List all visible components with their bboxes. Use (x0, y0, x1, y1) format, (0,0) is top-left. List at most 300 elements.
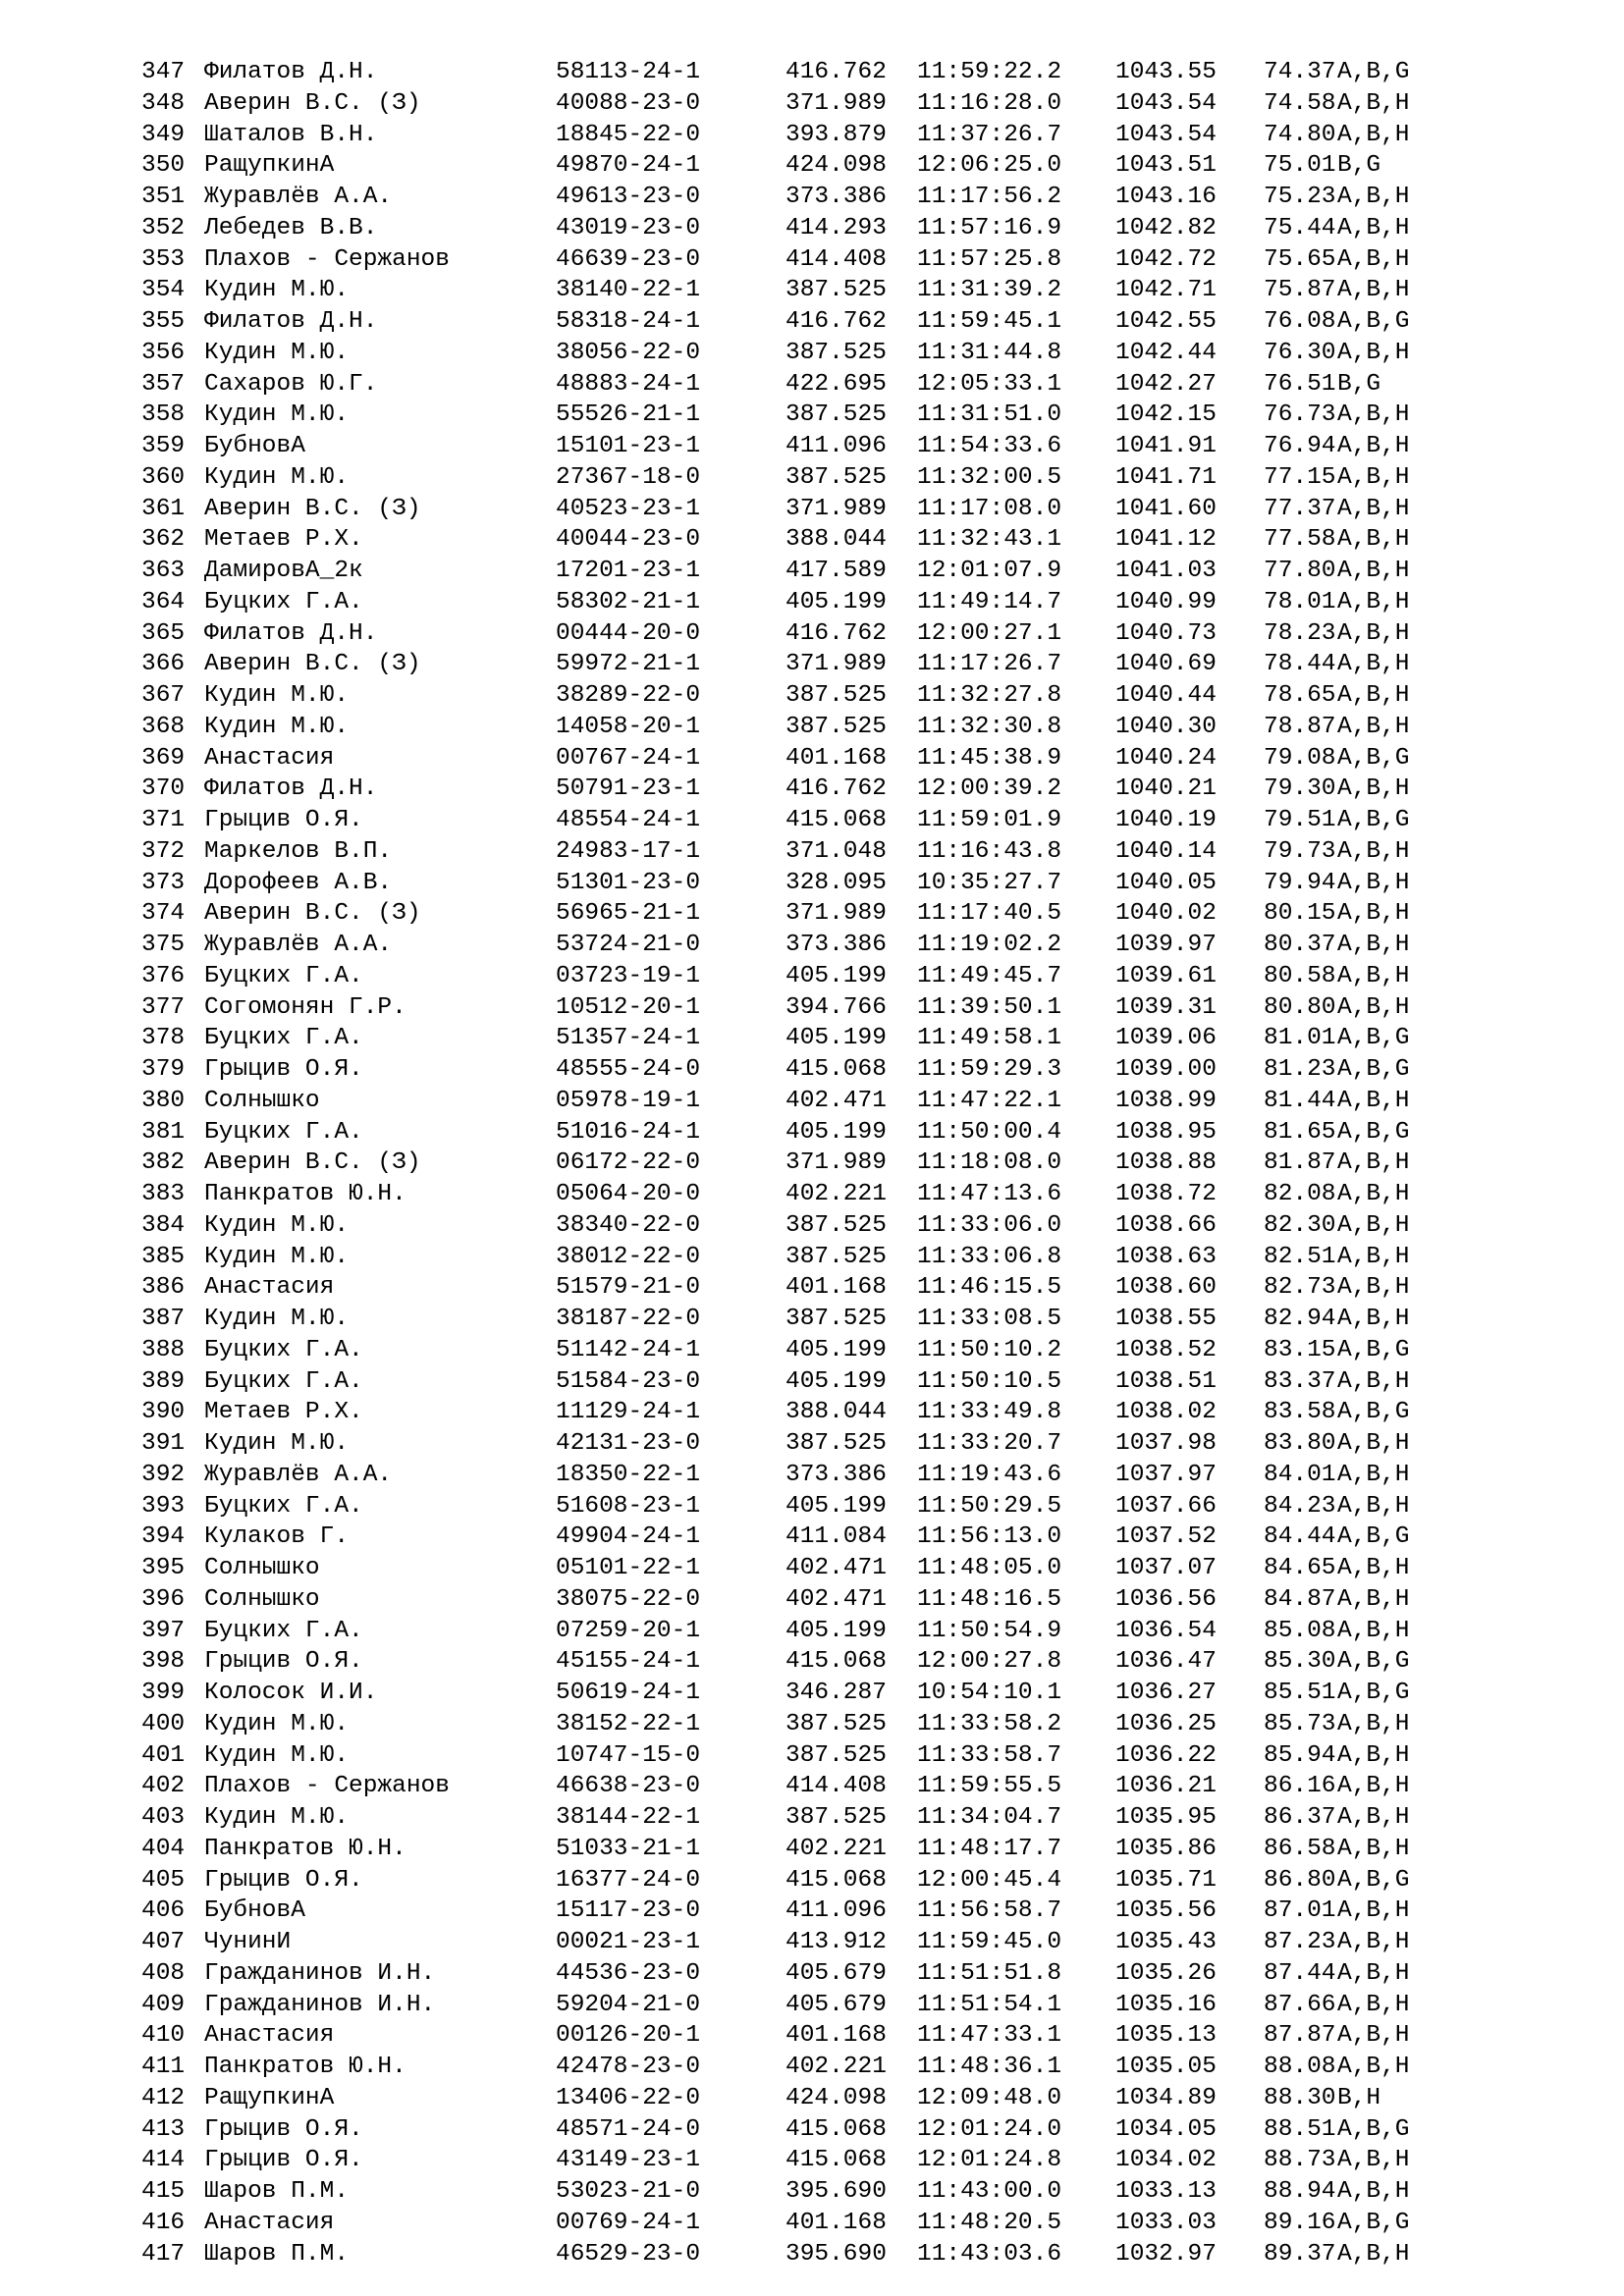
place-number: 387 (141, 1306, 186, 1332)
arrival-time: 11:31:39.2 (917, 277, 1062, 304)
arrival-time: 11:43:03.6 (917, 2240, 1062, 2268)
coefficient: 79.30 (1264, 775, 1336, 803)
distance: 405.199 (785, 962, 887, 989)
place-number: 406 (141, 1897, 186, 1925)
coefficient: 77.58 (1264, 526, 1336, 554)
distance: 387.525 (785, 463, 887, 491)
place-number: 389 (141, 1367, 186, 1395)
distance: 405.679 (785, 1959, 887, 1987)
speed: 1043.16 (1115, 184, 1217, 210)
category-flags: A,B,G (1337, 2115, 1410, 2143)
distance: 402.221 (785, 2054, 887, 2080)
speed: 1035.86 (1115, 1835, 1217, 1862)
category-flags: A,B,H (1337, 2178, 1410, 2205)
participant-name: Колосок И.И. (204, 1680, 378, 1706)
coefficient: 89.16 (1264, 2209, 1336, 2236)
participant-name: Грыцив О.Я. (204, 1648, 363, 1676)
place-number: 411 (141, 2054, 186, 2080)
arrival-time: 11:32:27.8 (917, 682, 1062, 709)
ring-number: 07259-20-1 (556, 1617, 701, 1644)
coefficient: 79.51 (1264, 807, 1336, 833)
arrival-time: 11:31:51.0 (917, 401, 1062, 429)
participant-name: Филатов Д.Н. (204, 619, 378, 647)
speed: 1042.15 (1115, 401, 1217, 429)
distance: 416.762 (785, 308, 887, 335)
place-number: 384 (141, 1211, 186, 1239)
participant-name: Гражданинов И.Н. (204, 1991, 436, 2018)
arrival-time: 11:17:40.5 (917, 900, 1062, 928)
participant-name: Кудин М.Ю. (204, 713, 350, 740)
arrival-time: 11:33:08.5 (917, 1306, 1062, 1332)
coefficient: 75.23 (1264, 184, 1336, 210)
place-number: 357 (141, 370, 186, 398)
speed: 1038.60 (1115, 1274, 1217, 1302)
category-flags: A,B,G (1337, 1399, 1410, 1426)
place-number: 352 (141, 214, 186, 241)
arrival-time: 11:48:17.7 (917, 1835, 1062, 1862)
place-number: 379 (141, 1056, 186, 1083)
ring-number: 00769-24-1 (556, 2209, 701, 2236)
distance: 401.168 (785, 2209, 887, 2236)
place-number: 367 (141, 682, 186, 709)
ring-number: 51579-21-0 (556, 1274, 701, 1302)
speed: 1035.16 (1115, 1991, 1217, 2018)
distance: 415.068 (785, 807, 887, 833)
participant-name: Солнышко (204, 1087, 320, 1114)
participant-name: Кудин М.Ю. (204, 339, 350, 366)
participant-name: Аверин В.С. (З) (204, 495, 421, 522)
arrival-time: 11:59:45.0 (917, 1929, 1062, 1955)
place-number: 400 (141, 1710, 186, 1737)
distance: 414.293 (785, 214, 887, 241)
speed: 1038.02 (1115, 1399, 1217, 1426)
category-flags: A,B,H (1337, 713, 1410, 740)
coefficient: 74.80 (1264, 121, 1336, 148)
arrival-time: 11:46:15.5 (917, 1274, 1062, 1302)
category-flags: B,H (1337, 2084, 1381, 2111)
place-number: 374 (141, 900, 186, 928)
ring-number: 40523-23-1 (556, 495, 701, 522)
coefficient: 79.73 (1264, 837, 1336, 865)
speed: 1040.24 (1115, 744, 1217, 772)
distance: 402.471 (785, 1555, 887, 1581)
distance: 411.084 (785, 1523, 887, 1551)
distance: 387.525 (785, 1741, 887, 1769)
ring-number: 48554-24-1 (556, 807, 701, 833)
category-flags: A,B,H (1337, 1710, 1410, 1737)
participant-name: Кудин М.Ю. (204, 1804, 350, 1831)
ring-number: 51301-23-0 (556, 869, 701, 896)
coefficient: 85.30 (1264, 1648, 1336, 1676)
participant-name: Буцких Г.А. (204, 1118, 363, 1146)
place-number: 403 (141, 1804, 186, 1831)
speed: 1039.06 (1115, 1025, 1217, 1052)
category-flags: A,B,H (1337, 1149, 1410, 1177)
participant-name: Сахаров Ю.Г. (204, 370, 378, 398)
distance: 401.168 (785, 2022, 887, 2050)
speed: 1037.07 (1115, 1555, 1217, 1581)
distance: 401.168 (785, 744, 887, 772)
place-number: 377 (141, 993, 186, 1021)
participant-name: БубновА (204, 1897, 305, 1925)
place-number: 373 (141, 869, 186, 896)
participant-name: Филатов Д.Н. (204, 59, 378, 85)
category-flags: A,B,G (1337, 1118, 1410, 1146)
ring-number: 50791-23-1 (556, 775, 701, 803)
place-number: 362 (141, 526, 186, 554)
distance: 387.525 (785, 1211, 887, 1239)
arrival-time: 11:17:56.2 (917, 184, 1062, 210)
category-flags: A,B,H (1337, 1492, 1410, 1520)
arrival-time: 11:57:16.9 (917, 214, 1062, 241)
coefficient: 75.65 (1264, 245, 1336, 273)
place-number: 370 (141, 775, 186, 803)
coefficient: 81.65 (1264, 1118, 1336, 1146)
ring-number: 38140-22-1 (556, 277, 701, 304)
speed: 1043.54 (1115, 121, 1217, 148)
category-flags: A,B,H (1337, 619, 1410, 647)
speed: 1037.52 (1115, 1523, 1217, 1551)
place-number: 393 (141, 1492, 186, 1520)
place-number: 349 (141, 121, 186, 148)
category-flags: A,B,H (1337, 1461, 1410, 1488)
coefficient: 87.01 (1264, 1897, 1336, 1925)
participant-name: Кудин М.Ю. (204, 1710, 350, 1737)
speed: 1040.30 (1115, 713, 1217, 740)
speed: 1038.72 (1115, 1181, 1217, 1207)
arrival-time: 11:18:08.0 (917, 1149, 1062, 1177)
coefficient: 87.87 (1264, 2022, 1336, 2050)
arrival-time: 11:33:58.2 (917, 1710, 1062, 1737)
arrival-time: 11:32:30.8 (917, 713, 1062, 740)
ring-number: 53023-21-0 (556, 2178, 701, 2205)
category-flags: A,B,G (1337, 1025, 1410, 1052)
coefficient: 82.94 (1264, 1306, 1336, 1332)
place-number: 360 (141, 463, 186, 491)
participant-name: Метаев Р.Х. (204, 1399, 363, 1426)
place-number: 392 (141, 1461, 186, 1488)
participant-name: Шаров П.М. (204, 2178, 350, 2205)
ring-number: 53724-21-0 (556, 932, 701, 958)
arrival-time: 11:51:54.1 (917, 1991, 1062, 2018)
category-flags: A,B,H (1337, 121, 1410, 148)
place-number: 395 (141, 1555, 186, 1581)
speed: 1041.91 (1115, 433, 1217, 459)
place-number: 402 (141, 1773, 186, 1800)
coefficient: 81.44 (1264, 1087, 1336, 1114)
ring-number: 38289-22-0 (556, 682, 701, 709)
participant-name: Плахов - Сержанов (204, 245, 450, 273)
ring-number: 00021-23-1 (556, 1929, 701, 1955)
category-flags: A,B,G (1337, 1336, 1410, 1363)
speed: 1033.13 (1115, 2178, 1217, 2205)
place-number: 390 (141, 1399, 186, 1426)
place-number: 404 (141, 1835, 186, 1862)
distance: 387.525 (785, 1306, 887, 1332)
distance: 387.525 (785, 1710, 887, 1737)
category-flags: A,B,H (1337, 1306, 1410, 1332)
place-number: 361 (141, 495, 186, 522)
participant-name: Дорофеев А.В. (204, 869, 393, 896)
category-flags: A,B,H (1337, 526, 1410, 554)
place-number: 356 (141, 339, 186, 366)
category-flags: A,B,H (1337, 1243, 1410, 1270)
ring-number: 42478-23-0 (556, 2054, 701, 2080)
coefficient: 76.30 (1264, 339, 1336, 366)
category-flags: A,B,H (1337, 1211, 1410, 1239)
distance: 416.762 (785, 59, 887, 85)
place-number: 385 (141, 1243, 186, 1270)
category-flags: A,B,H (1337, 588, 1410, 615)
ring-number: 46638-23-0 (556, 1773, 701, 1800)
arrival-time: 11:50:10.5 (917, 1367, 1062, 1395)
speed: 1038.88 (1115, 1149, 1217, 1177)
coefficient: 88.94 (1264, 2178, 1336, 2205)
speed: 1038.66 (1115, 1211, 1217, 1239)
participant-name: Солнышко (204, 1585, 320, 1613)
arrival-time: 12:05:33.1 (917, 370, 1062, 398)
arrival-time: 11:56:13.0 (917, 1523, 1062, 1551)
coefficient: 78.87 (1264, 713, 1336, 740)
speed: 1037.98 (1115, 1430, 1217, 1457)
ring-number: 15117-23-0 (556, 1897, 701, 1925)
participant-name: Грыцив О.Я. (204, 2115, 363, 2143)
category-flags: A,B,H (1337, 1274, 1410, 1302)
distance: 405.199 (785, 1492, 887, 1520)
participant-name: Филатов Д.Н. (204, 775, 378, 803)
ring-number: 46639-23-0 (556, 245, 701, 273)
ring-number: 38340-22-0 (556, 1211, 701, 1239)
arrival-time: 11:54:33.6 (917, 433, 1062, 459)
coefficient: 86.58 (1264, 1835, 1336, 1862)
arrival-time: 11:16:43.8 (917, 837, 1062, 865)
distance: 416.762 (785, 775, 887, 803)
place-number: 350 (141, 152, 186, 180)
distance: 395.690 (785, 2240, 887, 2268)
participant-name: Буцких Г.А. (204, 1336, 363, 1363)
category-flags: A,B,G (1337, 1866, 1410, 1894)
ring-number: 58318-24-1 (556, 308, 701, 335)
speed: 1034.02 (1115, 2147, 1217, 2174)
place-number: 371 (141, 807, 186, 833)
arrival-time: 11:33:20.7 (917, 1430, 1062, 1457)
place-number: 348 (141, 89, 186, 117)
ring-number: 38012-22-0 (556, 1243, 701, 1270)
distance: 415.068 (785, 1648, 887, 1676)
ring-number: 38056-22-0 (556, 339, 701, 366)
arrival-time: 11:59:55.5 (917, 1773, 1062, 1800)
speed: 1042.27 (1115, 370, 1217, 398)
arrival-time: 11:48:05.0 (917, 1555, 1062, 1581)
place-number: 355 (141, 308, 186, 335)
distance: 387.525 (785, 682, 887, 709)
coefficient: 74.37 (1264, 59, 1336, 85)
speed: 1042.82 (1115, 214, 1217, 241)
speed: 1040.19 (1115, 807, 1217, 833)
place-number: 410 (141, 2022, 186, 2050)
speed: 1036.27 (1115, 1680, 1217, 1706)
coefficient: 76.73 (1264, 401, 1336, 429)
ring-number: 15101-23-1 (556, 433, 701, 459)
arrival-time: 12:00:45.4 (917, 1866, 1062, 1894)
speed: 1040.14 (1115, 837, 1217, 865)
participant-name: Панкратов Ю.Н. (204, 1835, 406, 1862)
coefficient: 86.16 (1264, 1773, 1336, 1800)
coefficient: 78.44 (1264, 651, 1336, 678)
place-number: 416 (141, 2209, 186, 2236)
distance: 411.096 (785, 433, 887, 459)
coefficient: 84.87 (1264, 1585, 1336, 1613)
place-number: 376 (141, 962, 186, 989)
speed: 1036.25 (1115, 1710, 1217, 1737)
place-number: 386 (141, 1274, 186, 1302)
category-flags: A,B,H (1337, 900, 1410, 928)
distance: 371.989 (785, 495, 887, 522)
category-flags: A,B,H (1337, 463, 1410, 491)
place-number: 359 (141, 433, 186, 459)
ring-number: 05101-22-1 (556, 1555, 701, 1581)
participant-name: Анастасия (204, 2022, 335, 2050)
participant-name: Солнышко (204, 1555, 320, 1581)
category-flags: A,B,H (1337, 993, 1410, 1021)
arrival-time: 11:49:58.1 (917, 1025, 1062, 1052)
ring-number: 51033-21-1 (556, 1835, 701, 1862)
coefficient: 84.65 (1264, 1555, 1336, 1581)
distance: 415.068 (785, 2147, 887, 2174)
participant-name: Буцких Г.А. (204, 1617, 363, 1644)
place-number: 401 (141, 1741, 186, 1769)
place-number: 368 (141, 713, 186, 740)
participant-name: Маркелов В.П. (204, 837, 393, 865)
speed: 1036.54 (1115, 1617, 1217, 1644)
distance: 402.471 (785, 1585, 887, 1613)
category-flags: A,B,H (1337, 1897, 1410, 1925)
arrival-time: 11:33:49.8 (917, 1399, 1062, 1426)
ring-number: 49870-24-1 (556, 152, 701, 180)
place-number: 408 (141, 1959, 186, 1987)
arrival-time: 11:32:00.5 (917, 463, 1062, 491)
category-flags: A,B,H (1337, 962, 1410, 989)
ring-number: 44536-23-0 (556, 1959, 701, 1987)
coefficient: 78.23 (1264, 619, 1336, 647)
ring-number: 24983-17-1 (556, 837, 701, 865)
distance: 328.095 (785, 869, 887, 896)
category-flags: A,B,H (1337, 932, 1410, 958)
arrival-time: 11:57:25.8 (917, 245, 1062, 273)
arrival-time: 11:45:38.9 (917, 744, 1062, 772)
participant-name: Плахов - Сержанов (204, 1773, 450, 1800)
coefficient: 86.37 (1264, 1804, 1336, 1831)
distance: 387.525 (785, 339, 887, 366)
participant-name: РащупкинА (204, 152, 335, 180)
arrival-time: 11:59:29.3 (917, 1056, 1062, 1083)
participant-name: Анастасия (204, 1274, 335, 1302)
participant-name: Аверин В.С. (З) (204, 900, 421, 928)
place-number: 365 (141, 619, 186, 647)
participant-name: Журавлёв А.А. (204, 932, 393, 958)
participant-name: Кулаков Г. (204, 1523, 350, 1551)
ring-number: 18350-22-1 (556, 1461, 701, 1488)
coefficient: 83.80 (1264, 1430, 1336, 1457)
participant-name: РащупкинА (204, 2084, 335, 2111)
distance: 346.287 (785, 1680, 887, 1706)
speed: 1037.97 (1115, 1461, 1217, 1488)
coefficient: 77.15 (1264, 463, 1336, 491)
coefficient: 87.44 (1264, 1959, 1336, 1987)
speed: 1036.21 (1115, 1773, 1217, 1800)
category-flags: A,B,H (1337, 1741, 1410, 1769)
ring-number: 42131-23-0 (556, 1430, 701, 1457)
participant-name: Грыцив О.Я. (204, 807, 363, 833)
distance: 424.098 (785, 152, 887, 180)
place-number: 394 (141, 1523, 186, 1551)
category-flags: A,B,H (1337, 495, 1410, 522)
distance: 405.679 (785, 1991, 887, 2018)
distance: 387.525 (785, 401, 887, 429)
speed: 1041.12 (1115, 526, 1217, 554)
coefficient: 77.80 (1264, 558, 1336, 584)
arrival-time: 11:48:36.1 (917, 2054, 1062, 2080)
coefficient: 76.94 (1264, 433, 1336, 459)
speed: 1039.97 (1115, 932, 1217, 958)
ring-number: 10512-20-1 (556, 993, 701, 1021)
category-flags: A,B,H (1337, 339, 1410, 366)
coefficient: 78.01 (1264, 588, 1336, 615)
arrival-time: 12:01:24.8 (917, 2147, 1062, 2174)
participant-name: Буцких Г.А. (204, 588, 363, 615)
ring-number: 51357-24-1 (556, 1025, 701, 1052)
category-flags: A,B,H (1337, 1585, 1410, 1613)
speed: 1038.63 (1115, 1243, 1217, 1270)
speed: 1038.55 (1115, 1306, 1217, 1332)
distance: 387.525 (785, 713, 887, 740)
place-number: 413 (141, 2115, 186, 2143)
category-flags: A,B,H (1337, 1430, 1410, 1457)
distance: 405.199 (785, 1617, 887, 1644)
participant-name: Буцких Г.А. (204, 1367, 363, 1395)
place-number: 378 (141, 1025, 186, 1052)
speed: 1042.71 (1115, 277, 1217, 304)
coefficient: 75.01 (1264, 152, 1336, 180)
speed: 1035.05 (1115, 2054, 1217, 2080)
distance: 402.221 (785, 1835, 887, 1862)
participant-name: Панкратов Ю.Н. (204, 2054, 406, 2080)
arrival-time: 11:48:16.5 (917, 1585, 1062, 1613)
speed: 1040.02 (1115, 900, 1217, 928)
distance: 373.386 (785, 932, 887, 958)
ring-number: 38144-22-1 (556, 1804, 701, 1831)
category-flags: A,B,G (1337, 308, 1410, 335)
category-flags: A,B,H (1337, 1555, 1410, 1581)
participant-name: Кудин М.Ю. (204, 277, 350, 304)
ring-number: 05064-20-0 (556, 1181, 701, 1207)
ring-number: 40044-23-0 (556, 526, 701, 554)
arrival-time: 11:16:28.0 (917, 89, 1062, 117)
participant-name: Лебедев В.В. (204, 214, 378, 241)
distance: 424.098 (785, 2084, 887, 2111)
speed: 1035.71 (1115, 1866, 1217, 1894)
participant-name: Гражданинов И.Н. (204, 1959, 436, 1987)
speed: 1036.22 (1115, 1741, 1217, 1769)
ring-number: 59204-21-0 (556, 1991, 701, 2018)
speed: 1034.89 (1115, 2084, 1217, 2111)
category-flags: A,B,H (1337, 1804, 1410, 1831)
ring-number: 16377-24-0 (556, 1866, 701, 1894)
coefficient: 83.15 (1264, 1336, 1336, 1363)
arrival-time: 11:17:26.7 (917, 651, 1062, 678)
speed: 1038.51 (1115, 1367, 1217, 1395)
arrival-time: 11:51:51.8 (917, 1959, 1062, 1987)
